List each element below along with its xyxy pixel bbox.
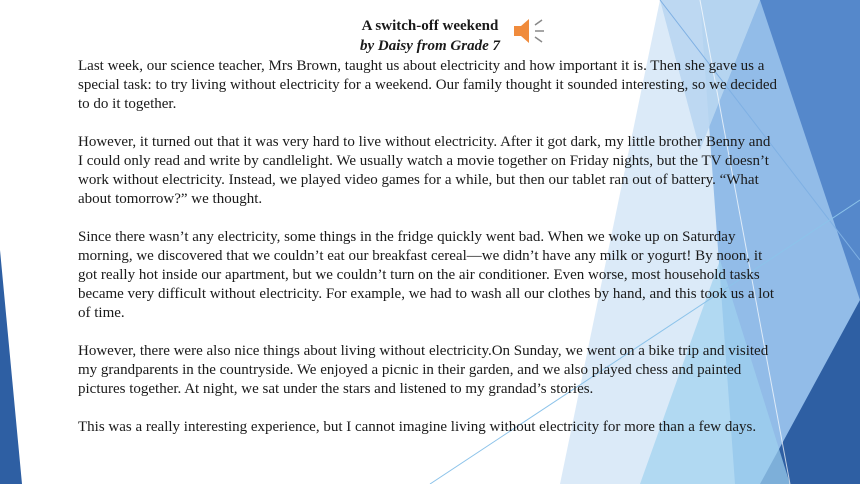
paragraph-3: Since there wasn’t any electricity, some things in the fridge quickly went bad. When we woke up on Saturday morning, we discovered that we couldn’t eat our breakfast cereal—we didn’t have any milk or yogurt! By noon, it got really hot inside our apartment, but we couldn’t turn on the air conditioner. Even worse, most household tasks became very difficult without electricity. For example, we had to wash all our clothes by hand, and this took us a lot of time. <box>78 229 775 321</box>
paragraph-1: Last week, our science teacher, Mrs Brown, taught us about electricity and how important it is. Then she gave us a special task: to try living without electricity for a weekend. Our family thought it sounded interesting, so we decided to do it together. <box>78 58 777 112</box>
paragraph-4: However, there were also nice things about living without electricity.On Sunday, we went on a bike trip and visited my grandparents in the countryside. We enjoyed a picnic in their garden, and we also played chess and painted pictures together. At night, we sat under the stars and listened to my grandad’s stories. <box>78 343 769 397</box>
article-byline: by Daisy from Grade 7 <box>360 38 500 54</box>
speaker-icon <box>512 16 548 46</box>
article-body <box>78 57 778 456</box>
audio-button[interactable] <box>512 16 548 46</box>
left-accent-shape <box>0 250 22 484</box>
paragraph-2: However, it turned out that it was very hard to live without electricity. After it got dark, my little brother Benny and I could only read and write by candlelight. We usually watch a movie together on Friday nights, but the TV doesn’t work without electricity. Instead, we played video games for a while, but then our tablet ran out of battery. “What about tomorrow?” we thought. <box>78 134 771 207</box>
article-title: A switch-off weekend <box>361 18 499 34</box>
paragraph-5: This was a really interesting experience, but I cannot imagine living without electricity for more than a few days. <box>78 419 757 435</box>
